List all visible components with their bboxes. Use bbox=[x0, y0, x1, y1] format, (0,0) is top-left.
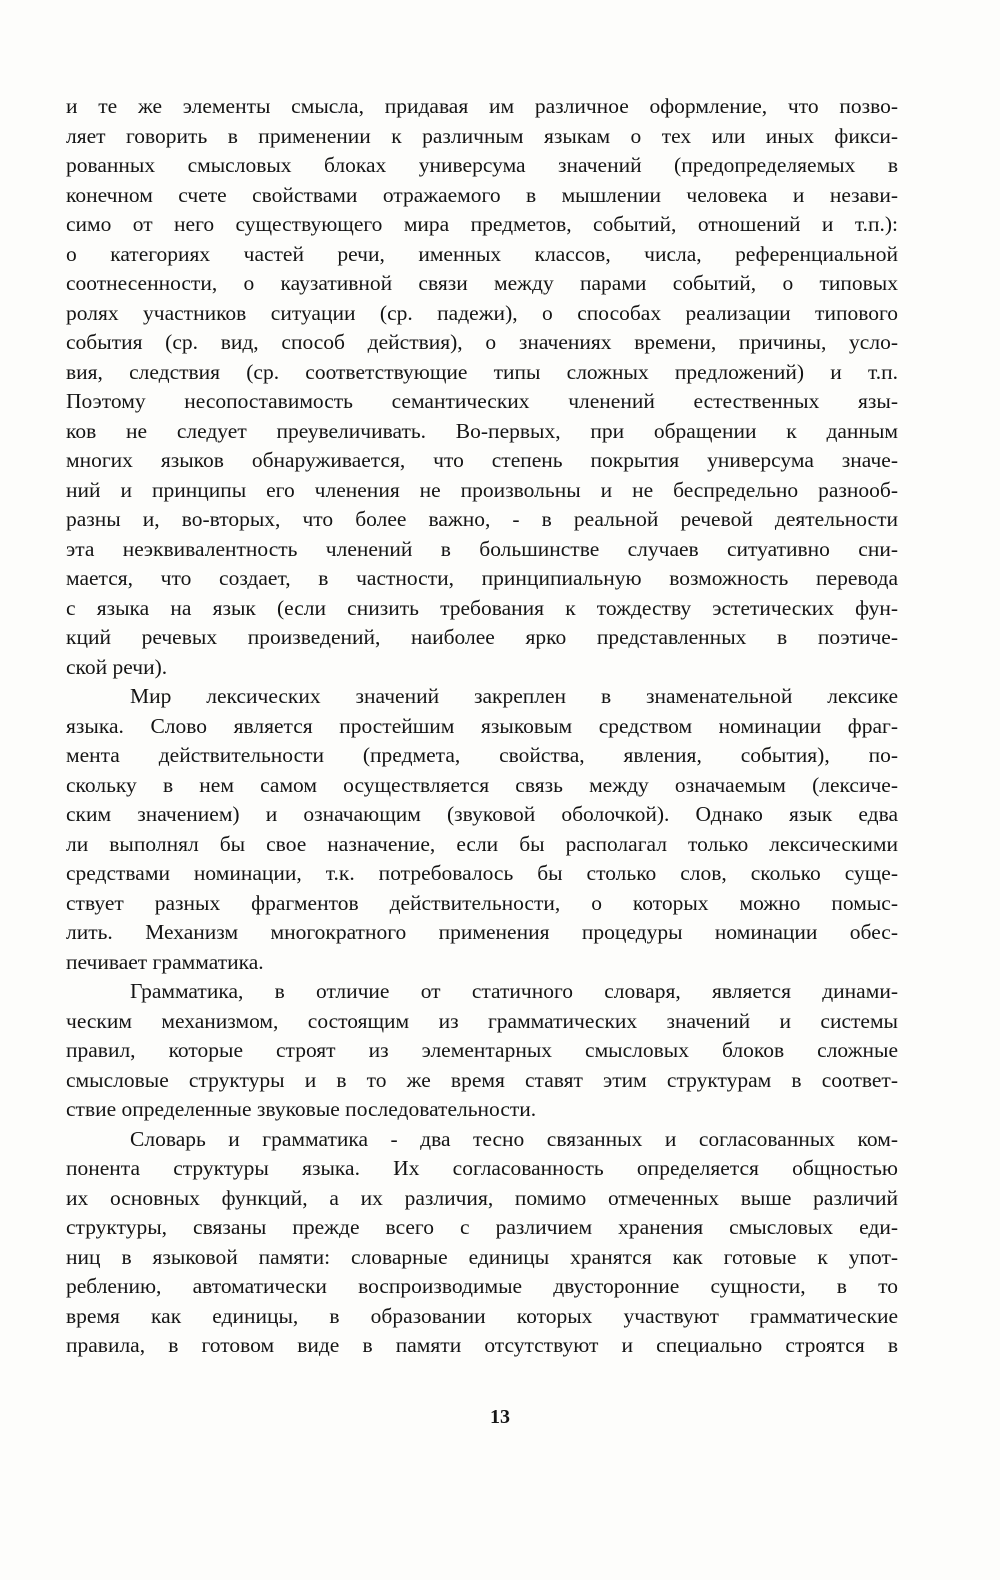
text-line: ческим механизмом, состоящим из грамматических значений и системы bbox=[66, 1008, 898, 1033]
text-line: разны и, во-вторых, что более важно, - в реальной речевой деятельности bbox=[66, 507, 898, 531]
text-line: Поэтому несопоставимость семантических членений естественных язы- bbox=[66, 389, 898, 413]
text-line: ским значением) и означающим (звуковой оболочкой). Однако язык едва bbox=[66, 802, 898, 826]
text-line: понента структуры языка. Их согласованность определяется общностью bbox=[66, 1156, 898, 1180]
text-line: вия, следствия (ср. соответствующие типы сложных предложений) и т.п. bbox=[66, 359, 898, 384]
paragraph-3 bbox=[66, 977, 898, 1125]
text-line: ской речи). bbox=[66, 654, 168, 679]
text-line: ний и принципы его членения не произвольны и не беспредельно разнооб- bbox=[66, 477, 898, 502]
text-line: ляет говорить в применении к различным языкам о тех или иных фикси- bbox=[66, 123, 898, 148]
text-line: время как единицы, в образовании которых участвуют грамматические bbox=[66, 1303, 898, 1328]
text-line: мается, что создает, в частности, принципиальную возможность перевода bbox=[66, 566, 898, 590]
text-line: кций речевых произведений, наиболее ярко представленных в поэтиче- bbox=[66, 625, 898, 649]
text-line: реблению, автоматически воспроизводимые двусторонние сущности, в то bbox=[66, 1274, 898, 1298]
text-line: мента действительности (предмета, свойства, явления, события), по- bbox=[66, 743, 898, 767]
text-line: Грамматика, в отличие от статичного словаря, является динами- bbox=[130, 979, 898, 1003]
text-line: правил, которые строят из элементарных смысловых блоков сложные bbox=[66, 1038, 898, 1062]
text-line: ниц в языковой памяти: словарные единицы хранятся как готовые к упот- bbox=[66, 1244, 898, 1269]
text-line: смысловые структуры и в то же время ставят этим структурам в соответ- bbox=[66, 1067, 898, 1092]
page-number: 13 bbox=[490, 1406, 510, 1428]
text-line: скольку в нем самом осуществляется связь между означаемым (лексиче- bbox=[66, 772, 898, 797]
text-line: ствует разных фрагментов действительности, о которых можно помыс- bbox=[66, 890, 898, 915]
text-line: события (ср. вид, способ действия), о значениях времени, причины, усло- bbox=[66, 330, 898, 354]
text-line: печивает грамматика. bbox=[66, 949, 264, 974]
text-line: ствие определенные звуковые последовательности. bbox=[66, 1097, 537, 1121]
text-line: многих языков обнаруживается, что степень покрытия универсума значе- bbox=[66, 448, 898, 472]
paragraph-1 bbox=[66, 92, 898, 682]
text-line: эта неэквивалентность членений в большинстве случаев ситуативно сни- bbox=[66, 536, 898, 561]
text-line: ролях участников ситуации (ср. падежи), о способах реализации типового bbox=[66, 300, 898, 325]
text-line: структуры, связаны прежде всего с различием хранения смысловых еди- bbox=[66, 1215, 898, 1239]
text-line: ли выполнял бы свое назначение, если бы располагал только лексическими bbox=[66, 831, 898, 856]
text-line: средствами номинации, т.к. потребовалось бы столько слов, сколько суще- bbox=[66, 861, 898, 885]
text-line: ков не следует преувеличивать. Во-первых, при обращении к данным bbox=[66, 418, 898, 443]
body-text bbox=[66, 92, 898, 1361]
paragraph-2 bbox=[66, 682, 898, 977]
text-line: Словарь и грамматика - два тесно связанных и согласованных ком- bbox=[130, 1126, 898, 1151]
text-line: Мир лексических значений закреплен в знаменательной лексике bbox=[130, 684, 898, 708]
text-line: лить. Механизм многократного применения процедуры номинации обес- bbox=[66, 920, 898, 944]
text-line: правила, в готовом виде в памяти отсутствуют и специально строятся в bbox=[66, 1333, 898, 1357]
text-line: рованных смысловых блоках универсума значений (предопределяемых в bbox=[66, 153, 898, 177]
text-line: языка. Слово является простейшим языковым средством номинации фраг- bbox=[66, 713, 898, 738]
text-line: их основных функций, а их различия, помимо отмеченных выше различий bbox=[66, 1185, 898, 1210]
text-line: симо от него существующего мира предметов, событий, отношений и т.п.): bbox=[66, 212, 898, 236]
text-line: с языка на язык (если снизить требования к тождеству эстетических фун- bbox=[66, 595, 898, 620]
text-line: конечном счете свойствами отражаемого в мышлении человека и незави- bbox=[66, 182, 898, 207]
paragraph-4 bbox=[66, 1125, 898, 1361]
text-line: и те же элементы смысла, придавая им различное оформление, что позво- bbox=[66, 94, 898, 118]
text-line: соотнесенности, о каузативной связи между парами событий, о типовых bbox=[66, 271, 898, 295]
text-line: о категориях частей речи, именных классов, числа, референциальной bbox=[66, 241, 898, 266]
